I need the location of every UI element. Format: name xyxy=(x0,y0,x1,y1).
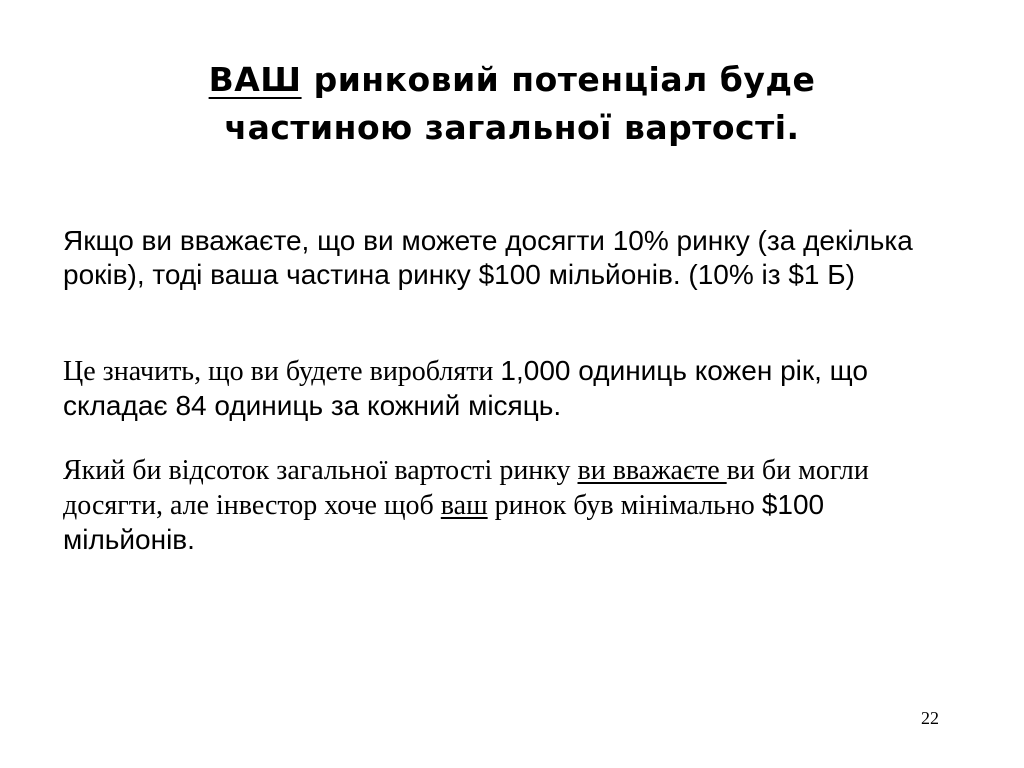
paragraph-market-share-text: Якщо ви вважаєте, що ви можете досягти 10% ринку (за декілька років), тоді ваша частина ринку $100 мільйонів. (10% із $1 Б) xyxy=(63,225,913,290)
title-line1-rest: ринковий потенціал буде xyxy=(301,60,816,99)
slide-title xyxy=(0,56,1024,152)
paragraph-investor-part2: ви би могли досягти, але інвестор хоче щоб xyxy=(63,455,869,521)
paragraph-production xyxy=(63,354,963,424)
paragraph-investor-part3: ринок був мінімально xyxy=(487,490,762,521)
paragraph-investor-underline1: ви вважаєте xyxy=(577,455,727,486)
paragraph-production-serif: Це значить, що ви будете виробляти xyxy=(63,356,501,387)
paragraph-investor-amount: $100 мільйонів. xyxy=(63,489,825,555)
paragraph-investor-part1: Який би відсоток загальної вартості ринку xyxy=(63,455,578,486)
paragraph-investor-underline2: ваш xyxy=(440,490,488,521)
title-emphasis: ВАШ xyxy=(208,60,302,99)
paragraph-investor xyxy=(63,454,963,558)
paragraph-production-sans: 1,000 одиниць кожен рік, що складає 84 одиниць за кожний місяць. xyxy=(63,355,868,421)
page-number: 22 xyxy=(921,708,939,728)
paragraph-market-share xyxy=(63,224,963,292)
title-line2: частиною загальної вартості. xyxy=(224,108,800,147)
